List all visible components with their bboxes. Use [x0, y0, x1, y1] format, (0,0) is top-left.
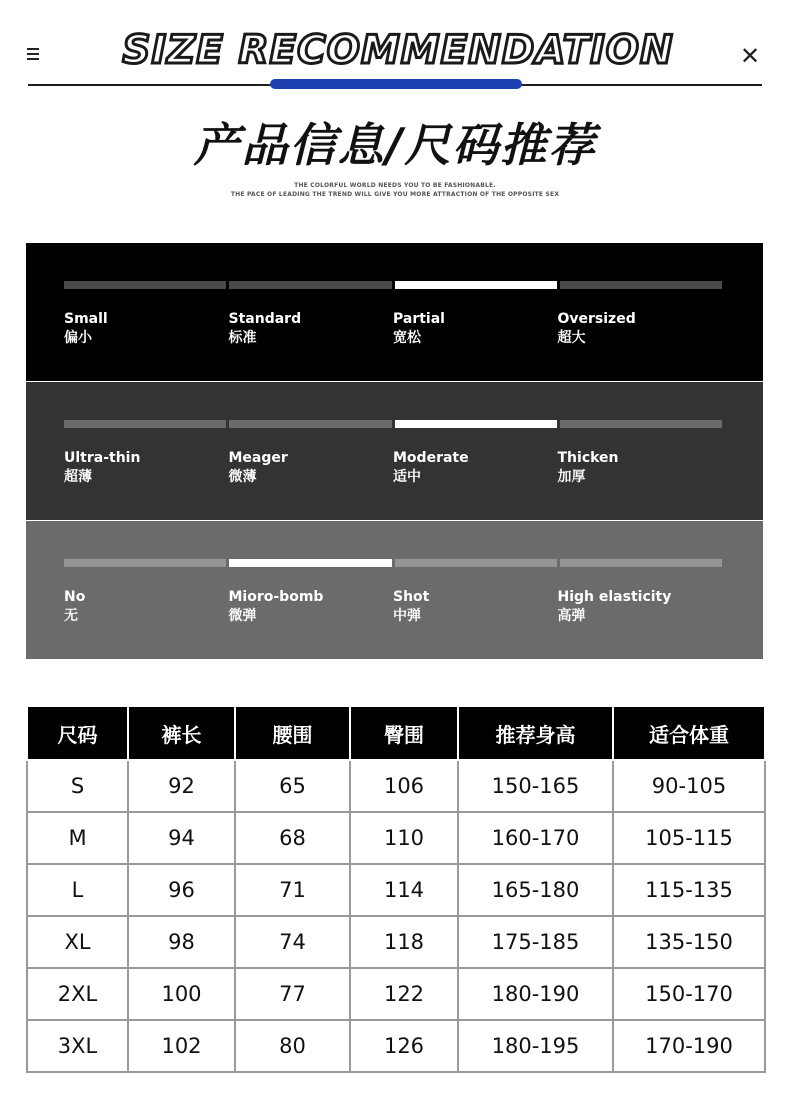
table-row: [27, 1020, 765, 1072]
scale-bar-active: [395, 420, 557, 428]
scale-label-en: Partial: [393, 311, 445, 327]
scale-bar: [64, 281, 226, 289]
scale-bar: [560, 281, 722, 289]
scale-label-cn: 微薄: [228, 469, 257, 485]
table-cell: 98: [128, 916, 235, 968]
table-cell: 180-195: [458, 1020, 613, 1072]
table-header-cell: 尺码: [27, 706, 128, 760]
table-cell: M: [27, 812, 128, 864]
table-cell: 114: [350, 864, 458, 916]
table-cell: 175-185: [458, 916, 613, 968]
scale-label: [393, 588, 558, 626]
table-cell: 106: [350, 760, 458, 812]
table-header-cell: 裤长: [128, 706, 235, 760]
scale-label-en: Moderate: [393, 450, 469, 466]
table-row: [27, 968, 765, 1020]
scale-label: [229, 310, 394, 348]
size-table: [26, 705, 766, 1073]
table-cell: 68: [235, 812, 350, 864]
table-cell: 150-165: [458, 760, 613, 812]
scale-label-en: High elasticity: [557, 589, 672, 605]
table-header-cell: 臀围: [350, 706, 458, 760]
scale-bar-active: [229, 559, 391, 567]
table-cell: 96: [128, 864, 235, 916]
scale-bars: [64, 281, 722, 289]
close-icon[interactable]: ✕: [740, 42, 761, 70]
table-cell: 165-180: [458, 864, 613, 916]
attribute-band-3: [26, 521, 763, 659]
scale-bar: [229, 420, 391, 428]
scale-bar: [229, 281, 391, 289]
scale-bar-active: [395, 281, 557, 289]
scale-bar: [64, 559, 226, 567]
table-row: [27, 760, 765, 812]
table-row: [27, 916, 765, 968]
scale-label: [229, 449, 394, 487]
scale-label-cn: 标准: [228, 330, 257, 346]
table-cell: 100: [128, 968, 235, 1020]
table-cell: L: [27, 864, 128, 916]
scale-label-cn: 无: [64, 608, 78, 624]
table-cell: 180-190: [458, 968, 613, 1020]
table-cell: 150-170: [613, 968, 765, 1020]
header-accent-bar: [270, 79, 522, 89]
table-cell: 115-135: [613, 864, 765, 916]
scale-bars: [64, 559, 722, 567]
scale-bar: [64, 420, 226, 428]
table-cell: 170-190: [613, 1020, 765, 1072]
scale-bar: [395, 559, 557, 567]
scale-bar: [560, 559, 722, 567]
scale-label: [229, 588, 394, 626]
scale-label-cn: 适中: [393, 469, 421, 485]
menu-icon[interactable]: [27, 48, 41, 62]
table-cell: 80: [235, 1020, 350, 1072]
scale-labels: [64, 310, 722, 348]
table-cell: 110: [350, 812, 458, 864]
table-cell: 2XL: [27, 968, 128, 1020]
scale-label-en: Shot: [393, 589, 430, 605]
product-info-title: 产品信息/尺码推荐: [193, 118, 597, 172]
table-cell: 135-150: [613, 916, 765, 968]
scale-labels: [64, 588, 722, 626]
table-cell: 126: [350, 1020, 458, 1072]
scale-label-en: Ultra-thin: [64, 450, 141, 466]
header: [0, 0, 790, 100]
table-cell: XL: [27, 916, 128, 968]
scale-label-cn: 偏小: [64, 330, 92, 346]
table-cell: 118: [350, 916, 458, 968]
table-cell: 77: [235, 968, 350, 1020]
table-header-cell: 适合体重: [613, 706, 765, 760]
size-table-header: [27, 706, 765, 760]
scale-label: [558, 449, 723, 487]
scale-labels: [64, 449, 722, 487]
table-header-cell: 推荐身高: [458, 706, 613, 760]
attribute-band-2: [26, 382, 763, 520]
tagline-2: THE PACE OF LEADING THE TREND WILL GIVE YOU MORE ATTRACTION OF THE OPPOSITE SEX: [230, 191, 560, 198]
scale-label-cn: 高弹: [557, 608, 586, 624]
scale-bar: [560, 420, 722, 428]
scale-label-en: Standard: [228, 311, 302, 327]
scale-bars: [64, 420, 722, 428]
table-cell: 71: [235, 864, 350, 916]
scale-label-cn: 超薄: [64, 469, 92, 485]
table-cell: 65: [235, 760, 350, 812]
scale-label-cn: 微弹: [228, 608, 257, 624]
scale-label: [393, 310, 558, 348]
scale-label-en: Small: [64, 311, 108, 327]
scale-label: [393, 449, 558, 487]
scale-label: [558, 588, 723, 626]
table-cell: 102: [128, 1020, 235, 1072]
table-row: [27, 812, 765, 864]
attribute-band-1: [26, 243, 763, 381]
scale-label-cn: 中弹: [393, 608, 421, 624]
table-cell: 92: [128, 760, 235, 812]
table-row: [27, 864, 765, 916]
scale-label-en: Meager: [228, 450, 288, 466]
table-cell: 74: [235, 916, 350, 968]
scale-label: [558, 310, 723, 348]
table-cell: 160-170: [458, 812, 613, 864]
table-cell: 94: [128, 812, 235, 864]
scale-label-en: Oversized: [557, 311, 636, 327]
size-table-body: [27, 760, 765, 1072]
table-cell: 105-115: [613, 812, 765, 864]
table-cell: S: [27, 760, 128, 812]
scale-label: [64, 310, 229, 348]
scale-label-cn: 超大: [557, 330, 586, 346]
table-header-cell: 腰围: [235, 706, 350, 760]
table-cell: 3XL: [27, 1020, 128, 1072]
tagline-1: THE COLORFUL WORLD NEEDS YOU TO BE FASHIONABLE.: [294, 182, 496, 189]
scale-label-en: Thicken: [557, 450, 619, 466]
page-title: SIZE RECOMMENDATION: [122, 28, 674, 73]
scale-label-cn: 加厚: [557, 469, 586, 485]
table-cell: 90-105: [613, 760, 765, 812]
scale-label: [64, 588, 229, 626]
scale-label: [64, 449, 229, 487]
table-cell: 122: [350, 968, 458, 1020]
scale-label-cn: 宽松: [393, 330, 421, 346]
scale-label-en: No: [64, 589, 86, 605]
scale-label-en: Mioro-bomb: [228, 589, 324, 605]
